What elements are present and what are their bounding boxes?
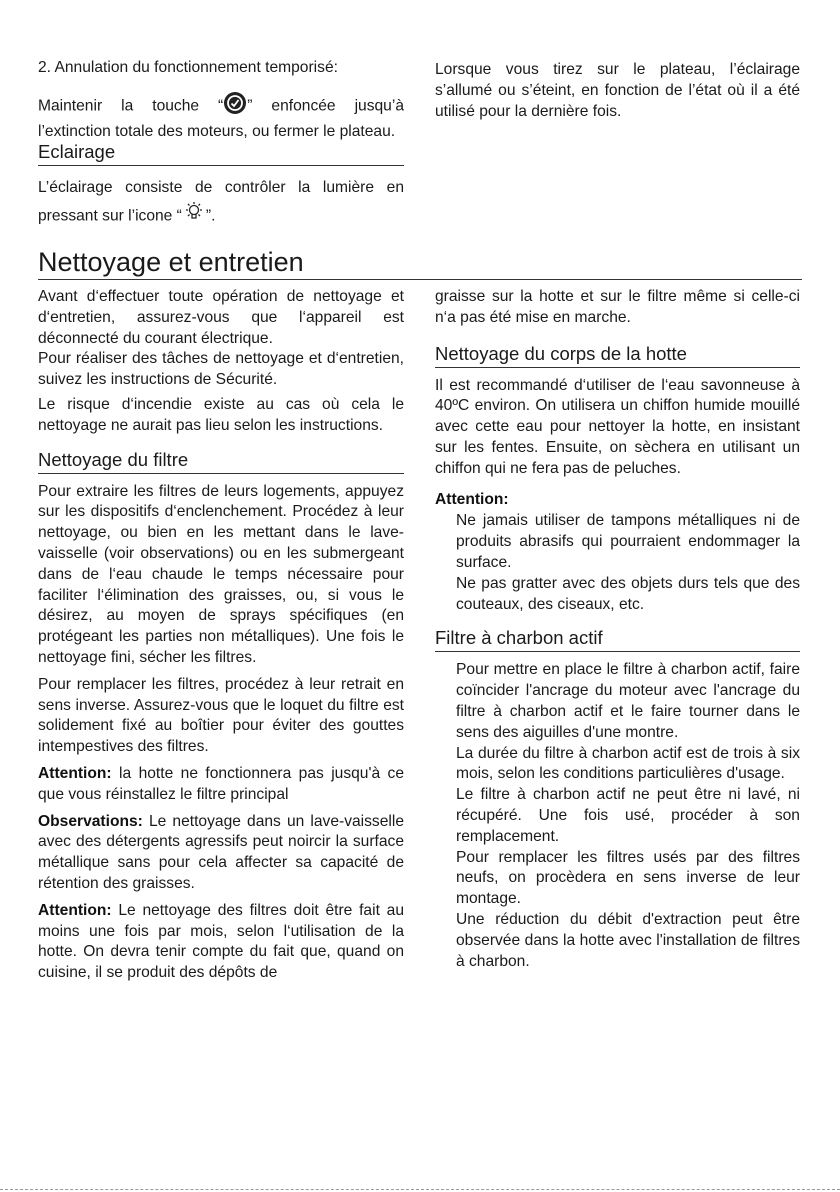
light-bulb-icon: [182, 201, 206, 232]
eclairage-paragraph: L’éclairage consiste de contrôler la lumière en pressant sur l’icone “ ”.: [38, 175, 404, 232]
eclairage-right-paragraph: Lorsque vous tirez sur le plateau, l’éclairage s’allumé ou s’éteint, en fonction de l’état où il a été utilisé pour la dernière fois.: [435, 61, 800, 120]
attention-label: Attention:: [435, 490, 509, 508]
filtre-paragraph-1: Pour extraire les filtres de leurs logements, appuyez sur les dispositifs d‘enclenchement. Procédez à leur nettoyage, ou bien en les mettant dans le lave-vaisselle (voir observations) ou en les submergeant dans de l‘eau chaude le temps nécessaire pour faciliter l‘élimination des graisses, ou, si vous le désirez, au moyen de sprays spécifiques (en protégeant les parties non métalliques). Une fois le nettoyage fini, sécher les filtres.: [38, 482, 404, 666]
corps-title: Nettoyage du corps de la hotte: [435, 343, 800, 368]
top-right-section: [435, 60, 800, 126]
right-column: [435, 287, 800, 976]
left-column: [38, 287, 404, 988]
corps-paragraph: Il est recommandé d‘utiliser de l‘eau savonneuse à 40ºC environ. On utilisera un chiffon humide mouillé avec cette eau pour nettoyer la hotte, en insistant sur les fentes. Ensuite, on sèchera en utilisant un chiffon qui ne fera pas de peluches.: [435, 376, 800, 477]
subheading-annulation: 2. Annulation du fonctionnement temporisé:: [38, 59, 338, 76]
intro-paragraph-2: Pour réaliser des tâches de nettoyage et d‘entretien, suivez les instructions de Sécurité.: [38, 350, 404, 389]
main-title: Nettoyage et entretien: [38, 246, 802, 280]
charbon-title: Filtre à charbon actif: [435, 627, 800, 652]
intro-paragraph-3: Le risque d‘incendie existe au cas où cela le nettoyage ne aurait pas lieu selon les instructions.: [38, 395, 404, 434]
filtre-title: Nettoyage du filtre: [38, 449, 404, 474]
intro-paragraph-1: Avant d‘effectuer toute opération de nettoyage et d‘entretien, assurez-vous que l‘appareil est déconnecté du courant électrique.: [38, 288, 404, 347]
observations-note: Observations: Le nettoyage dans un lave-vaisselle avec des détergents agressifs peut noircir la surface métallique sans pour cela affecter sa capacité de rétention des graisses.: [38, 812, 404, 892]
charbon-item: Le filtre à charbon actif ne peut être ni lavé, ni récupéré. Une fois usé, procéder à son remplacement.: [456, 786, 800, 845]
charbon-item: Pour remplacer les filtres usés par des filtres neufs, on procèdera en sens inverse de leur montage.: [456, 848, 800, 908]
charbon-item: Pour mettre en place le filtre à charbon actif, faire coïncider l'ancrage du moteur avec l'ancrage du filtre à charbon actif et le faire tourner dans le sens des aiguilles d'une montre.: [456, 661, 800, 741]
continuation-paragraph: graisse sur la hotte et sur le filtre même si celle-ci n‘a pas été mise en marche.: [435, 288, 800, 326]
attention-item: Ne pas gratter avec des objets durs tels que des couteaux, des ciseaux, etc.: [456, 574, 800, 613]
attention-note-2: Attention: Le nettoyage des filtres doit être fait au moins une fois par mois, selon l‘utilisation de la hotte. On devra tenir compte du fait que, quand on cuisine, il se produit des dépôts de: [38, 901, 404, 982]
attention-item: Ne jamais utiliser de tampons métalliques ni de produits abrasifs qui pourraient endommager la surface.: [456, 512, 800, 571]
attention-note-1: Attention: la hotte ne fonctionnera pas jusqu'à ce que vous réinstallez le filtre principal: [38, 764, 404, 803]
page-bottom-rule: [0, 1189, 840, 1190]
annulation-paragraph: Maintenir la touche “ ” enfoncée jusqu’à l’extinction totale des moteurs, ou fermer le plateau.: [38, 91, 404, 143]
power-button-icon: [223, 91, 247, 122]
charbon-item: La durée du filtre à charbon actif est de trois à six mois, selon les conditions particulières d'usage.: [456, 744, 800, 783]
top-left-section: [38, 58, 404, 236]
charbon-item: Une réduction du débit d'extraction peut être observée dans la hotte avec l'installation de filtres à charbon.: [456, 910, 800, 970]
eclairage-title: Eclairage: [38, 141, 404, 166]
filtre-paragraph-2: Pour remplacer les filtres, procédez à leur retrait en sens inverse. Assurez-vous que le loquet du filtre est solidement fixé au boîtier pour éviter des gouttes intempestives des filtres.: [38, 675, 404, 756]
